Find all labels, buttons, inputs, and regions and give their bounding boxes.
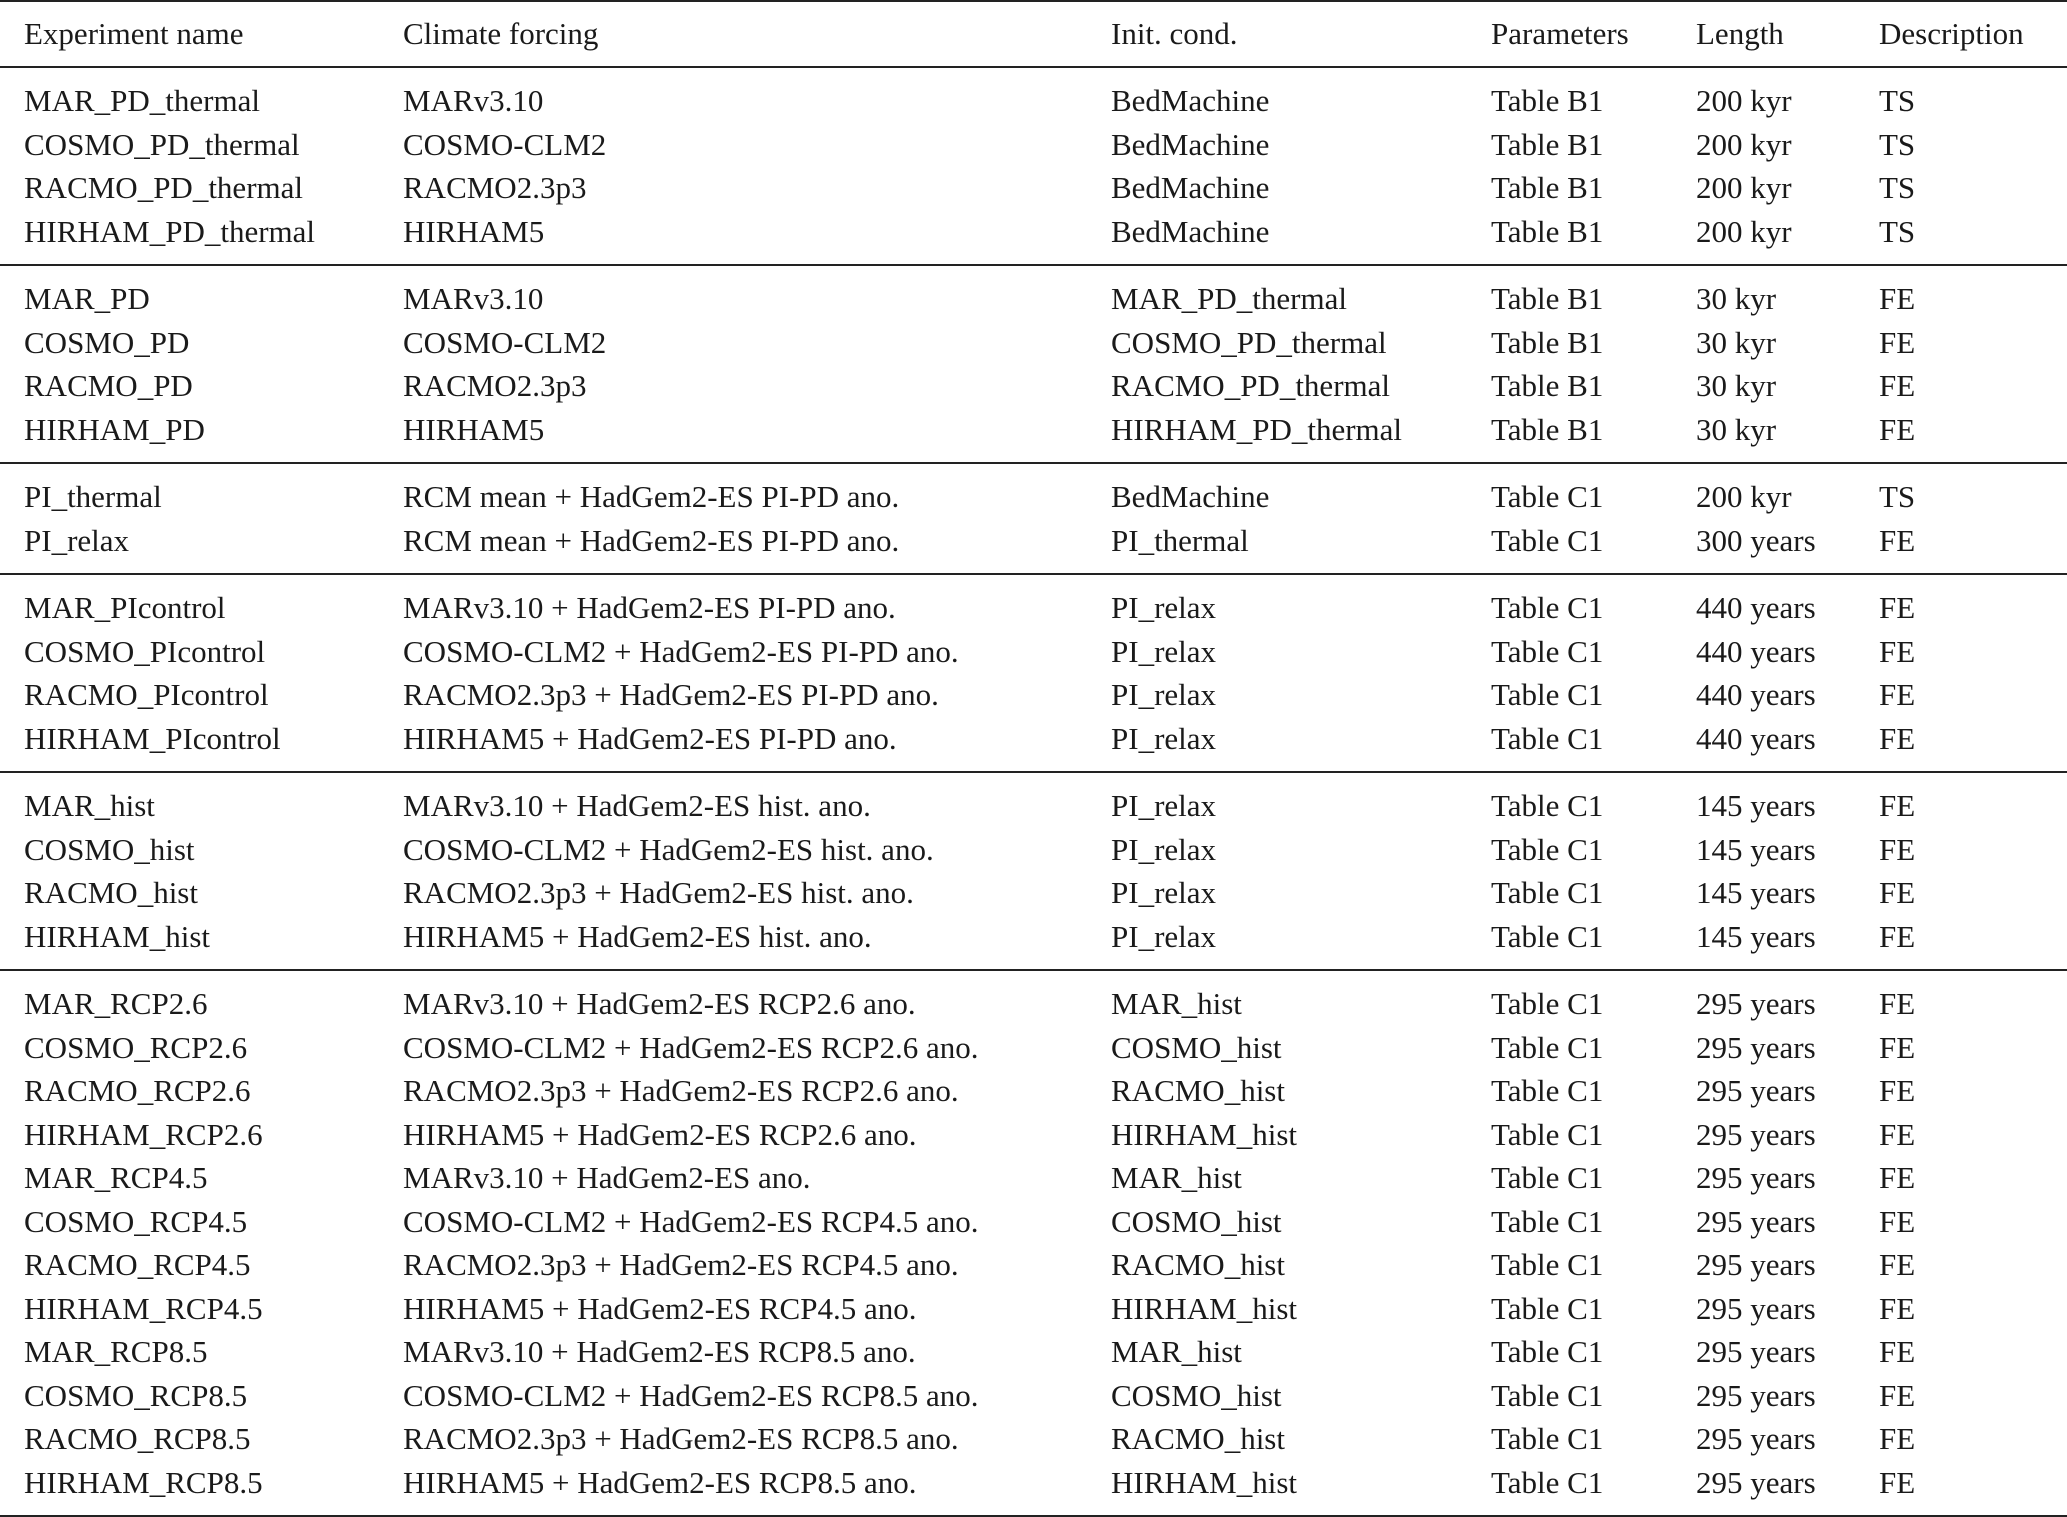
table-row: [0, 1243, 2067, 1287]
description-cell: FE: [1879, 986, 1916, 1021]
table-row: [0, 463, 2067, 519]
climate-forcing-cell: HIRHAM5 + HadGem2-ES RCP8.5 ano.: [403, 1461, 1111, 1517]
experiment-name-cell: MAR_RCP4.5: [24, 1160, 208, 1195]
parameters-cell: Table C1: [1491, 479, 1604, 514]
table-row: [0, 871, 2067, 915]
description-cell: FE: [1879, 831, 1916, 867]
length-cell: 30 kyr: [1696, 281, 1777, 316]
col-header-climate-forcing: Climate forcing: [403, 1, 1111, 67]
col-header-parameters: Parameters: [1491, 1, 1696, 67]
climate-forcing-cell: COSMO-CLM2 + HadGem2-ES RCP8.5 ano.: [403, 1377, 979, 1413]
experiment-name-cell: COSMO_RCP8.5: [24, 1377, 248, 1413]
length-cell: 200 kyr: [1696, 170, 1792, 205]
parameters-cell: Table C1: [1491, 1377, 1604, 1413]
experiment-name-cell: COSMO_PD: [24, 324, 190, 360]
description-cell: TS: [1879, 479, 1916, 514]
parameters-cell: Table C1: [1491, 1334, 1604, 1369]
parameters-cell: Table C1: [1491, 590, 1604, 625]
length-cell: 295 years: [1696, 1029, 1816, 1065]
description-cell: FE: [1879, 519, 2067, 575]
init-cond-cell: BedMachine: [1111, 126, 1270, 162]
description-cell: FE: [1879, 1421, 1916, 1456]
parameters-cell: Table C1: [1491, 717, 1696, 773]
description-cell: TS: [1879, 170, 1916, 205]
init-cond-cell: PI_relax: [1111, 915, 1491, 971]
parameters-cell: Table C1: [1491, 1290, 1604, 1326]
length-cell: 200 kyr: [1696, 126, 1792, 162]
init-cond-cell: PI_relax: [1111, 633, 1217, 669]
init-cond-cell: BedMachine: [1111, 83, 1270, 118]
parameters-cell: Table B1: [1491, 210, 1696, 266]
table-row: [0, 1113, 2067, 1157]
description-cell: FE: [1879, 324, 1916, 360]
experiment-name-cell: PI_relax: [0, 519, 403, 575]
init-cond-cell: PI_thermal: [1111, 519, 1491, 575]
table-row: [0, 1374, 2067, 1418]
description-cell: TS: [1879, 126, 1916, 162]
climate-forcing-cell: COSMO-CLM2 + HadGem2-ES hist. ano.: [403, 831, 934, 867]
init-cond-cell: HIRHAM_hist: [1111, 1461, 1491, 1517]
description-cell: FE: [1879, 590, 1916, 625]
parameters-cell: Table B1: [1491, 281, 1604, 316]
init-cond-cell: RACMO_hist: [1111, 1247, 1285, 1282]
parameters-cell: Table C1: [1491, 519, 1696, 575]
table-row: [0, 1330, 2067, 1374]
parameters-cell: Table C1: [1491, 633, 1604, 669]
col-header-description: Description: [1879, 1, 2067, 67]
parameters-cell: Table C1: [1491, 1461, 1696, 1517]
description-cell: FE: [1879, 1160, 1916, 1195]
description-cell: FE: [1879, 633, 1916, 669]
parameters-cell: Table B1: [1491, 170, 1604, 205]
experiment-name-cell: HIRHAM_PD_thermal: [0, 210, 403, 266]
description-cell: FE: [1879, 1116, 1916, 1152]
table-row: [0, 574, 2067, 630]
experiment-name-cell: COSMO_hist: [24, 831, 195, 867]
parameters-cell: Table C1: [1491, 875, 1604, 910]
length-cell: 200 kyr: [1696, 83, 1792, 118]
parameters-cell: Table B1: [1491, 126, 1604, 162]
init-cond-cell: PI_relax: [1111, 831, 1217, 867]
table-row: [0, 1461, 2067, 1517]
experiment-name-cell: MAR_RCP2.6: [24, 986, 208, 1021]
parameters-cell: Table C1: [1491, 1073, 1604, 1108]
length-cell: 440 years: [1696, 677, 1816, 712]
climate-forcing-cell: RACMO2.3p3 + HadGem2-ES RCP4.5 ano.: [403, 1247, 959, 1282]
length-cell: 295 years: [1696, 1421, 1816, 1456]
table-body: [0, 67, 2067, 1516]
climate-forcing-cell: MARv3.10 + HadGem2-ES PI-PD ano.: [403, 590, 896, 625]
length-cell: 295 years: [1696, 1334, 1816, 1369]
length-cell: 145 years: [1696, 788, 1816, 823]
description-cell: FE: [1879, 1334, 1916, 1369]
description-cell: TS: [1879, 210, 2067, 266]
init-cond-cell: BedMachine: [1111, 210, 1491, 266]
parameters-cell: Table C1: [1491, 915, 1696, 971]
init-cond-cell: HIRHAM_PD_thermal: [1111, 408, 1491, 464]
init-cond-cell: COSMO_PD_thermal: [1111, 324, 1387, 360]
table-row: [0, 1026, 2067, 1070]
table-row: [0, 915, 2067, 971]
description-cell: FE: [1879, 788, 1916, 823]
climate-forcing-cell: MARv3.10 + HadGem2-ES ano.: [403, 1160, 811, 1195]
table-row: [0, 1069, 2067, 1113]
init-cond-cell: HIRHAM_hist: [1111, 1290, 1298, 1326]
experiment-name-cell: PI_thermal: [24, 479, 162, 514]
experiment-name-cell: RACMO_RCP2.6: [24, 1073, 251, 1108]
parameters-cell: Table C1: [1491, 1160, 1604, 1195]
parameters-cell: Table C1: [1491, 831, 1604, 867]
experiment-name-cell: MAR_PD: [24, 281, 150, 316]
parameters-cell: Table B1: [1491, 324, 1604, 360]
length-cell: 145 years: [1696, 831, 1816, 867]
parameters-cell: Table B1: [1491, 368, 1604, 403]
table-row: [0, 166, 2067, 210]
col-header-experiment-name: Experiment name: [0, 1, 403, 67]
description-cell: TS: [1879, 83, 1916, 118]
climate-forcing-cell: COSMO-CLM2 + HadGem2-ES RCP2.6 ano.: [403, 1029, 979, 1065]
table-row: [0, 772, 2067, 828]
description-cell: FE: [1879, 1203, 1916, 1239]
experiment-name-cell: RACMO_hist: [24, 875, 198, 910]
experiment-name-cell: MAR_RCP8.5: [24, 1334, 208, 1369]
parameters-cell: Table B1: [1491, 83, 1604, 118]
table-row: [0, 1417, 2067, 1461]
experiment-name-cell: HIRHAM_RCP8.5: [0, 1461, 403, 1517]
init-cond-cell: RACMO_PD_thermal: [1111, 368, 1390, 403]
experiment-name-cell: MAR_hist: [24, 788, 155, 823]
length-cell: 295 years: [1696, 1203, 1816, 1239]
experiment-name-cell: RACMO_RCP8.5: [24, 1421, 251, 1456]
climate-forcing-cell: HIRHAM5 + HadGem2-ES PI-PD ano.: [403, 717, 1111, 773]
table-row: [0, 673, 2067, 717]
init-cond-cell: MAR_hist: [1111, 1160, 1242, 1195]
climate-forcing-cell: RACMO2.3p3: [403, 368, 587, 403]
table-row: [0, 1156, 2067, 1200]
experiment-name-cell: COSMO_PIcontrol: [24, 633, 266, 669]
description-cell: FE: [1879, 408, 2067, 464]
climate-forcing-cell: RACMO2.3p3 + HadGem2-ES RCP8.5 ano.: [403, 1421, 959, 1456]
table-row: [0, 408, 2067, 464]
description-cell: FE: [1879, 875, 1916, 910]
length-cell: 30 kyr: [1696, 368, 1777, 403]
table-row: [0, 970, 2067, 1026]
length-cell: 30 kyr: [1696, 408, 1879, 464]
length-cell: 295 years: [1696, 1377, 1816, 1413]
length-cell: 440 years: [1696, 633, 1816, 669]
description-cell: FE: [1879, 281, 1916, 316]
length-cell: 295 years: [1696, 1247, 1816, 1282]
experiment-name-cell: MAR_PIcontrol: [24, 590, 226, 625]
description-cell: FE: [1879, 1461, 2067, 1517]
init-cond-cell: MAR_hist: [1111, 986, 1242, 1021]
climate-forcing-cell: MARv3.10: [403, 83, 544, 118]
init-cond-cell: PI_relax: [1111, 875, 1217, 910]
length-cell: 295 years: [1696, 1160, 1816, 1195]
length-cell: 300 years: [1696, 519, 1879, 575]
init-cond-cell: COSMO_hist: [1111, 1029, 1282, 1065]
experiment-name-cell: COSMO_PD_thermal: [24, 126, 300, 162]
experiment-name-cell: HIRHAM_RCP2.6: [24, 1116, 263, 1152]
parameters-cell: Table C1: [1491, 1247, 1604, 1282]
init-cond-cell: BedMachine: [1111, 479, 1270, 514]
climate-forcing-cell: HIRHAM5 + HadGem2-ES hist. ano.: [403, 915, 1111, 971]
table-row: [0, 67, 2067, 123]
climate-forcing-cell: MARv3.10: [403, 281, 544, 316]
init-cond-cell: RACMO_hist: [1111, 1421, 1285, 1456]
table-row: [0, 630, 2067, 674]
climate-forcing-cell: MARv3.10 + HadGem2-ES hist. ano.: [403, 788, 871, 823]
init-cond-cell: PI_relax: [1111, 590, 1217, 625]
experiment-name-cell: COSMO_RCP4.5: [24, 1203, 248, 1239]
init-cond-cell: MAR_PD_thermal: [1111, 281, 1347, 316]
parameters-cell: Table B1: [1491, 408, 1696, 464]
col-header-init-cond: Init. cond.: [1111, 1, 1491, 67]
experiment-name-cell: RACMO_RCP4.5: [24, 1247, 251, 1282]
table-row: [0, 123, 2067, 167]
climate-forcing-cell: RACMO2.3p3 + HadGem2-ES RCP2.6 ano.: [403, 1073, 959, 1108]
length-cell: 440 years: [1696, 590, 1816, 625]
parameters-cell: Table C1: [1491, 677, 1604, 712]
climate-forcing-cell: COSMO-CLM2 + HadGem2-ES RCP4.5 ano.: [403, 1203, 979, 1239]
climate-forcing-cell: HIRHAM5: [403, 408, 1111, 464]
description-cell: FE: [1879, 1377, 1916, 1413]
table-row: [0, 210, 2067, 266]
description-cell: FE: [1879, 915, 2067, 971]
table-row: [0, 519, 2067, 575]
length-cell: 145 years: [1696, 915, 1879, 971]
init-cond-cell: HIRHAM_hist: [1111, 1116, 1298, 1152]
table-row: [0, 364, 2067, 408]
init-cond-cell: PI_relax: [1111, 717, 1491, 773]
col-header-length: Length: [1696, 1, 1879, 67]
table-row: [0, 828, 2067, 872]
parameters-cell: Table C1: [1491, 986, 1604, 1021]
experiment-name-cell: RACMO_PD: [24, 368, 193, 403]
climate-forcing-cell: MARv3.10 + HadGem2-ES RCP2.6 ano.: [403, 986, 916, 1021]
table-row: [0, 1200, 2067, 1244]
description-cell: FE: [1879, 717, 2067, 773]
length-cell: 295 years: [1696, 1116, 1816, 1152]
parameters-cell: Table C1: [1491, 1116, 1604, 1152]
header-row: [0, 1, 2067, 67]
climate-forcing-cell: RACMO2.3p3 + HadGem2-ES hist. ano.: [403, 875, 914, 910]
table-row: [0, 265, 2067, 321]
climate-forcing-cell: MARv3.10 + HadGem2-ES RCP8.5 ano.: [403, 1334, 916, 1369]
init-cond-cell: COSMO_hist: [1111, 1203, 1282, 1239]
climate-forcing-cell: RCM mean + HadGem2-ES PI-PD ano.: [403, 519, 1111, 575]
parameters-cell: Table C1: [1491, 1421, 1604, 1456]
length-cell: 295 years: [1696, 1073, 1816, 1108]
length-cell: 295 years: [1696, 1290, 1816, 1326]
climate-forcing-cell: COSMO-CLM2: [403, 324, 607, 360]
init-cond-cell: COSMO_hist: [1111, 1377, 1282, 1413]
init-cond-cell: MAR_hist: [1111, 1334, 1242, 1369]
table-row: [0, 717, 2067, 773]
description-cell: FE: [1879, 1073, 1916, 1108]
length-cell: 200 kyr: [1696, 210, 1879, 266]
length-cell: 145 years: [1696, 875, 1816, 910]
climate-forcing-cell: COSMO-CLM2 + HadGem2-ES PI-PD ano.: [403, 633, 959, 669]
parameters-cell: Table C1: [1491, 788, 1604, 823]
climate-forcing-cell: HIRHAM5 + HadGem2-ES RCP2.6 ano.: [403, 1116, 917, 1152]
climate-forcing-cell: HIRHAM5 + HadGem2-ES RCP4.5 ano.: [403, 1290, 917, 1326]
climate-forcing-cell: RACMO2.3p3: [403, 170, 587, 205]
length-cell: 295 years: [1696, 1461, 1879, 1517]
init-cond-cell: PI_relax: [1111, 677, 1217, 712]
description-cell: FE: [1879, 1029, 1916, 1065]
table-row: [0, 321, 2067, 365]
parameters-cell: Table C1: [1491, 1203, 1604, 1239]
experiment-name-cell: HIRHAM_hist: [0, 915, 403, 971]
length-cell: 440 years: [1696, 717, 1879, 773]
length-cell: 295 years: [1696, 986, 1816, 1021]
experiment-name-cell: RACMO_PD_thermal: [24, 170, 303, 205]
climate-forcing-cell: RACMO2.3p3 + HadGem2-ES PI-PD ano.: [403, 677, 939, 712]
description-cell: FE: [1879, 368, 1916, 403]
description-cell: FE: [1879, 1247, 1916, 1282]
climate-forcing-cell: HIRHAM5: [403, 210, 1111, 266]
description-cell: FE: [1879, 677, 1916, 712]
experiment-name-cell: HIRHAM_PD: [0, 408, 403, 464]
experiment-name-cell: RACMO_PIcontrol: [24, 677, 269, 712]
init-cond-cell: RACMO_hist: [1111, 1073, 1285, 1108]
experiment-name-cell: MAR_PD_thermal: [24, 83, 260, 118]
init-cond-cell: PI_relax: [1111, 788, 1217, 823]
length-cell: 200 kyr: [1696, 479, 1792, 514]
init-cond-cell: BedMachine: [1111, 170, 1270, 205]
experiment-name-cell: COSMO_RCP2.6: [24, 1029, 248, 1065]
climate-forcing-cell: RCM mean + HadGem2-ES PI-PD ano.: [403, 479, 900, 514]
experiment-name-cell: HIRHAM_PIcontrol: [0, 717, 403, 773]
length-cell: 30 kyr: [1696, 324, 1777, 360]
table-row: [0, 1287, 2067, 1331]
experiment-name-cell: HIRHAM_RCP4.5: [24, 1290, 263, 1326]
description-cell: FE: [1879, 1290, 1916, 1326]
parameters-cell: Table C1: [1491, 1029, 1604, 1065]
climate-forcing-cell: COSMO-CLM2: [403, 126, 607, 162]
